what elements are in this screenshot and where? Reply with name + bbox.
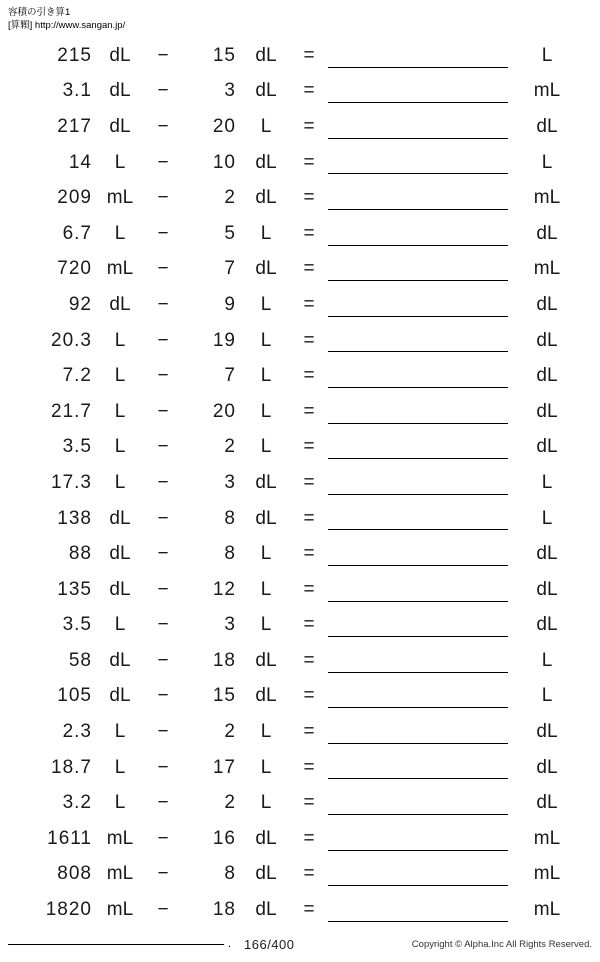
minus-operator: −: [157, 222, 169, 244]
problem-row: [0, 323, 600, 359]
answer-blank[interactable]: [326, 38, 516, 74]
minus-operator: −: [157, 827, 169, 849]
equals-sign: =: [303, 578, 315, 600]
problem-row: [0, 287, 600, 323]
equals-sign: =: [303, 293, 315, 315]
answer-rule: [328, 636, 508, 637]
answer-blank[interactable]: [326, 501, 516, 537]
problem-row: [0, 109, 600, 145]
operand-2-unit: L: [260, 436, 272, 458]
operand-1-unit: mL: [106, 827, 134, 849]
operand-1-unit: mL: [106, 899, 134, 921]
equals-sign: =: [303, 187, 315, 209]
equals-sign: =: [303, 614, 315, 636]
operand-2-unit: L: [260, 792, 272, 814]
answer-unit: mL: [533, 827, 561, 849]
operand-1-unit: L: [114, 792, 126, 814]
operand-1-unit: mL: [106, 863, 134, 885]
operand-1: 3.5: [62, 436, 92, 458]
answer-rule: [328, 173, 508, 174]
operand-1: 3.2: [62, 792, 92, 814]
operand-1: 215: [57, 44, 92, 66]
operand-2-unit: dL: [255, 258, 277, 280]
operand-2-unit: L: [260, 365, 272, 387]
page-title: 容積の引き算1: [8, 7, 71, 18]
operand-2: 9: [224, 293, 236, 315]
operand-1: 209: [57, 187, 92, 209]
answer-rule: [328, 458, 508, 459]
operand-2: 2: [224, 436, 236, 458]
answer-unit: dL: [536, 578, 558, 600]
operand-2-unit: dL: [255, 151, 277, 173]
operand-2-unit: L: [260, 400, 272, 422]
operand-1: 138: [57, 507, 92, 529]
answer-unit: dL: [536, 329, 558, 351]
problem-row: [0, 394, 600, 430]
equals-sign: =: [303, 44, 315, 66]
operand-1: 3.1: [62, 80, 92, 102]
operand-1-unit: L: [114, 471, 126, 493]
minus-operator: −: [157, 471, 169, 493]
minus-operator: −: [157, 756, 169, 778]
operand-2-unit: dL: [255, 187, 277, 209]
answer-unit: mL: [533, 863, 561, 885]
page-footer: [0, 922, 600, 962]
operand-2-unit: dL: [255, 685, 277, 707]
problem-row: [0, 821, 600, 857]
footer-rule: [8, 944, 224, 945]
equals-sign: =: [303, 721, 315, 743]
answer-rule: [328, 351, 508, 352]
operand-2-unit: L: [260, 578, 272, 600]
answer-rule: [328, 814, 508, 815]
operand-2-unit: L: [260, 293, 272, 315]
operand-2-unit: dL: [255, 899, 277, 921]
operand-2: 7: [224, 365, 236, 387]
minus-operator: −: [157, 578, 169, 600]
operand-1: 58: [68, 649, 92, 671]
operand-1-unit: dL: [109, 685, 131, 707]
answer-rule: [328, 601, 508, 602]
answer-rule: [328, 67, 508, 68]
equals-sign: =: [303, 507, 315, 529]
answer-unit: dL: [536, 614, 558, 636]
operand-2-unit: L: [260, 222, 272, 244]
answer-blank[interactable]: [326, 572, 516, 608]
minus-operator: −: [157, 614, 169, 636]
answer-rule: [328, 209, 508, 210]
problem-row: [0, 252, 600, 288]
problem-row: [0, 750, 600, 786]
equals-sign: =: [303, 115, 315, 137]
operand-1: 135: [57, 578, 92, 600]
operand-2: 20: [212, 400, 236, 422]
minus-operator: −: [157, 685, 169, 707]
operand-1-unit: dL: [109, 80, 131, 102]
minus-operator: −: [157, 187, 169, 209]
operand-1: 1611: [47, 827, 92, 849]
answer-rule: [328, 778, 508, 779]
equals-sign: =: [303, 649, 315, 671]
answer-blank[interactable]: [326, 145, 516, 181]
minus-operator: −: [157, 436, 169, 458]
answer-rule: [328, 280, 508, 281]
problem-row: [0, 643, 600, 679]
answer-blank[interactable]: [326, 465, 516, 501]
page-header: [8, 6, 125, 32]
minus-operator: −: [157, 792, 169, 814]
equals-sign: =: [303, 899, 315, 921]
operand-1-unit: dL: [109, 578, 131, 600]
answer-blank[interactable]: [326, 536, 516, 572]
answer-rule: [328, 850, 508, 851]
answer-unit: dL: [536, 115, 558, 137]
answer-unit: L: [541, 507, 553, 529]
operand-2: 10: [212, 151, 236, 173]
operand-2-unit: L: [260, 329, 272, 351]
answer-blank[interactable]: [326, 358, 516, 394]
operand-2: 7: [224, 258, 236, 280]
minus-operator: −: [157, 365, 169, 387]
equals-sign: =: [303, 329, 315, 351]
minus-operator: −: [157, 80, 169, 102]
equals-sign: =: [303, 685, 315, 707]
operand-1-unit: L: [114, 436, 126, 458]
equals-sign: =: [303, 792, 315, 814]
operand-1-unit: L: [114, 614, 126, 636]
operand-2-unit: dL: [255, 649, 277, 671]
problem-row: [0, 74, 600, 110]
problem-row: [0, 216, 600, 252]
operand-1-unit: mL: [106, 187, 134, 209]
answer-rule: [328, 387, 508, 388]
problem-list: [0, 38, 600, 928]
copyright-text: Copyright © Alpha.Inc All Rights Reserved.: [411, 939, 592, 950]
operand-2: 3: [224, 471, 236, 493]
operand-1: 7.2: [62, 365, 92, 387]
problem-row: [0, 679, 600, 715]
operand-1-unit: dL: [109, 507, 131, 529]
operand-2-unit: L: [260, 756, 272, 778]
minus-operator: −: [157, 507, 169, 529]
operand-2-unit: L: [260, 115, 272, 137]
answer-unit: L: [541, 471, 553, 493]
operand-1: 88: [68, 543, 92, 565]
answer-unit: L: [541, 44, 553, 66]
minus-operator: −: [157, 151, 169, 173]
answer-blank[interactable]: [326, 821, 516, 857]
answer-rule: [328, 245, 508, 246]
answer-unit: dL: [536, 400, 558, 422]
minus-operator: −: [157, 293, 169, 315]
operand-1: 217: [57, 115, 92, 137]
answer-blank[interactable]: [326, 394, 516, 430]
answer-blank[interactable]: [326, 714, 516, 750]
operand-1-unit: L: [114, 329, 126, 351]
problem-row: [0, 785, 600, 821]
answer-rule: [328, 672, 508, 673]
operand-2: 18: [212, 899, 236, 921]
answer-rule: [328, 423, 508, 424]
answer-blank[interactable]: [326, 216, 516, 252]
answer-blank[interactable]: [326, 608, 516, 644]
equals-sign: =: [303, 471, 315, 493]
operand-2-unit: L: [260, 721, 272, 743]
operand-2-unit: dL: [255, 80, 277, 102]
operand-1: 1820: [45, 899, 92, 921]
operand-2: 16: [212, 827, 236, 849]
answer-blank[interactable]: [326, 785, 516, 821]
operand-1-unit: L: [114, 400, 126, 422]
operand-1: 2.3: [62, 721, 92, 743]
answer-unit: mL: [533, 258, 561, 280]
answer-unit: L: [541, 151, 553, 173]
operand-2: 20: [212, 115, 236, 137]
answer-blank[interactable]: [326, 109, 516, 145]
problem-row: [0, 608, 600, 644]
operand-1-unit: dL: [109, 115, 131, 137]
answer-rule: [328, 885, 508, 886]
operand-2: 5: [224, 222, 236, 244]
operand-1-unit: dL: [109, 44, 131, 66]
problem-row: [0, 465, 600, 501]
answer-unit: L: [541, 685, 553, 707]
answer-unit: mL: [533, 80, 561, 102]
answer-blank[interactable]: [326, 74, 516, 110]
operand-2: 8: [224, 507, 236, 529]
operand-2-unit: dL: [255, 863, 277, 885]
equals-sign: =: [303, 756, 315, 778]
answer-rule: [328, 565, 508, 566]
operand-2: 3: [224, 614, 236, 636]
operand-1-unit: L: [114, 151, 126, 173]
operand-1-unit: dL: [109, 649, 131, 671]
problem-row: [0, 145, 600, 181]
answer-blank[interactable]: [326, 323, 516, 359]
equals-sign: =: [303, 827, 315, 849]
operand-2-unit: dL: [255, 471, 277, 493]
operand-1: 14: [68, 151, 92, 173]
answer-blank[interactable]: [326, 679, 516, 715]
minus-operator: −: [157, 649, 169, 671]
operand-2: 2: [224, 792, 236, 814]
equals-sign: =: [303, 863, 315, 885]
equals-sign: =: [303, 222, 315, 244]
operand-1-unit: L: [114, 721, 126, 743]
minus-operator: −: [157, 899, 169, 921]
answer-blank[interactable]: [326, 750, 516, 786]
answer-unit: mL: [533, 899, 561, 921]
answer-rule: [328, 316, 508, 317]
operand-1: 17.3: [51, 471, 92, 493]
operand-2: 19: [212, 329, 236, 351]
page-subtitle: [算顆] http://www.sangan.jp/: [8, 20, 126, 31]
operand-1: 808: [57, 863, 92, 885]
operand-1-unit: L: [114, 222, 126, 244]
answer-rule: [328, 743, 508, 744]
problem-row: [0, 572, 600, 608]
operand-2: 8: [224, 543, 236, 565]
answer-unit: mL: [533, 187, 561, 209]
answer-blank[interactable]: [326, 857, 516, 893]
operand-1: 92: [68, 293, 92, 315]
answer-rule: [328, 707, 508, 708]
answer-blank[interactable]: [326, 430, 516, 466]
operand-1-unit: dL: [109, 543, 131, 565]
minus-operator: −: [157, 400, 169, 422]
operand-2: 15: [212, 44, 236, 66]
answer-unit: L: [541, 649, 553, 671]
operand-1-unit: mL: [106, 258, 134, 280]
operand-1-unit: L: [114, 756, 126, 778]
answer-blank[interactable]: [326, 287, 516, 323]
operand-1: 105: [57, 685, 92, 707]
answer-unit: dL: [536, 756, 558, 778]
problem-row: [0, 430, 600, 466]
operand-2-unit: L: [260, 614, 272, 636]
operand-2: 12: [212, 578, 236, 600]
minus-operator: −: [157, 329, 169, 351]
equals-sign: =: [303, 258, 315, 280]
answer-unit: dL: [536, 792, 558, 814]
minus-operator: −: [157, 115, 169, 137]
operand-1: 3.5: [62, 614, 92, 636]
minus-operator: −: [157, 863, 169, 885]
answer-unit: dL: [536, 436, 558, 458]
problem-row: [0, 358, 600, 394]
footer-dot: .: [228, 938, 232, 950]
page-number: 166/400: [244, 937, 295, 952]
operand-2: 3: [224, 80, 236, 102]
answer-unit: dL: [536, 365, 558, 387]
minus-operator: −: [157, 258, 169, 280]
problem-row: [0, 536, 600, 572]
problem-row: [0, 714, 600, 750]
answer-rule: [328, 529, 508, 530]
operand-2-unit: L: [260, 543, 272, 565]
operand-2: 17: [212, 756, 236, 778]
operand-2: 2: [224, 187, 236, 209]
minus-operator: −: [157, 543, 169, 565]
equals-sign: =: [303, 436, 315, 458]
operand-1: 20.3: [51, 329, 92, 351]
answer-rule: [328, 138, 508, 139]
minus-operator: −: [157, 721, 169, 743]
operand-2: 8: [224, 863, 236, 885]
operand-1-unit: L: [114, 365, 126, 387]
operand-1-unit: dL: [109, 293, 131, 315]
equals-sign: =: [303, 365, 315, 387]
equals-sign: =: [303, 400, 315, 422]
answer-unit: dL: [536, 721, 558, 743]
answer-unit: dL: [536, 293, 558, 315]
operand-2: 18: [212, 649, 236, 671]
operand-2-unit: dL: [255, 827, 277, 849]
problem-row: [0, 38, 600, 74]
equals-sign: =: [303, 151, 315, 173]
equals-sign: =: [303, 543, 315, 565]
problem-row: [0, 180, 600, 216]
operand-2: 2: [224, 721, 236, 743]
answer-unit: dL: [536, 543, 558, 565]
equals-sign: =: [303, 80, 315, 102]
problem-row: [0, 857, 600, 893]
operand-2: 15: [212, 685, 236, 707]
answer-blank[interactable]: [326, 180, 516, 216]
operand-1: 18.7: [51, 756, 92, 778]
operand-1: 21.7: [51, 400, 92, 422]
problem-row: [0, 501, 600, 537]
answer-unit: dL: [536, 222, 558, 244]
answer-blank[interactable]: [326, 252, 516, 288]
operand-2-unit: dL: [255, 44, 277, 66]
minus-operator: −: [157, 44, 169, 66]
operand-2-unit: dL: [255, 507, 277, 529]
operand-1: 720: [57, 258, 92, 280]
answer-blank[interactable]: [326, 643, 516, 679]
operand-1: 6.7: [62, 222, 92, 244]
answer-rule: [328, 494, 508, 495]
answer-rule: [328, 102, 508, 103]
